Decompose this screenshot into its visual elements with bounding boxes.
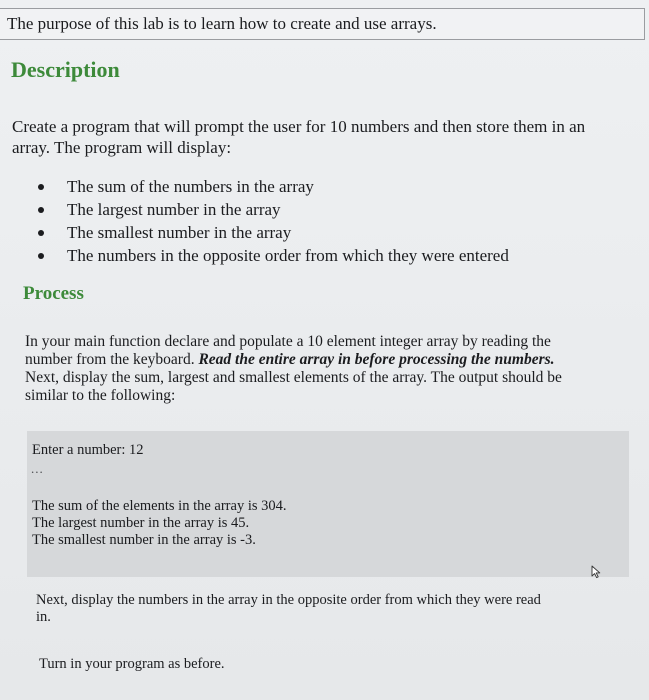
list-item: The smallest number in the array (38, 221, 509, 244)
sample-output-line: The smallest number in the array is -3. (32, 532, 256, 548)
process-emphasis: Read the entire array in before processing the numbers. (198, 351, 555, 368)
list-item: The numbers in the opposite order from which they were entered (38, 244, 509, 267)
description-line-1: Create a program that will prompt the user for 10 numbers and then store them in an (12, 117, 586, 136)
sample-prompt: Enter a number: 12 (32, 442, 144, 458)
description-line-2: array. The program will display: (12, 138, 232, 157)
sample-output-box (27, 431, 629, 577)
bullet-icon (38, 207, 44, 213)
sample-output-line: The largest number in the array is 45. (32, 515, 250, 531)
next-paragraph (36, 592, 616, 626)
bullet-icon (38, 230, 44, 236)
process-line-1: In your main function declare and populate a 10 element integer array by reading the (25, 333, 551, 350)
turn-in-text: Turn in your program as before. (39, 656, 225, 672)
intro-text: The purpose of this lab is to learn how to create and use arrays. (0, 8, 645, 40)
description-heading: Description (11, 57, 120, 82)
list-item: The sum of the numbers in the array (38, 175, 509, 198)
sample-ellipsis: ... (31, 461, 44, 476)
sample-output-line: The sum of the elements in the array is 304. (32, 498, 287, 514)
process-heading: Process (23, 283, 84, 304)
description-paragraph (12, 116, 622, 158)
sample-output-lines (32, 498, 287, 549)
display-requirements-list (38, 175, 509, 267)
process-line-2: number from the keyboard. (25, 351, 199, 368)
bullet-icon (38, 253, 44, 259)
process-paragraph (25, 333, 625, 405)
process-line-3: Next, display the sum, largest and smallest elements of the array. The output should be (25, 369, 562, 386)
next-line-1: Next, display the numbers in the array in the opposite order from which they were read (36, 592, 541, 608)
list-item: The largest number in the array (38, 198, 509, 221)
mouse-pointer-icon (590, 565, 604, 579)
process-line-4: similar to the following: (25, 387, 176, 404)
bullet-icon (38, 184, 44, 190)
next-line-2: in. (36, 609, 51, 625)
